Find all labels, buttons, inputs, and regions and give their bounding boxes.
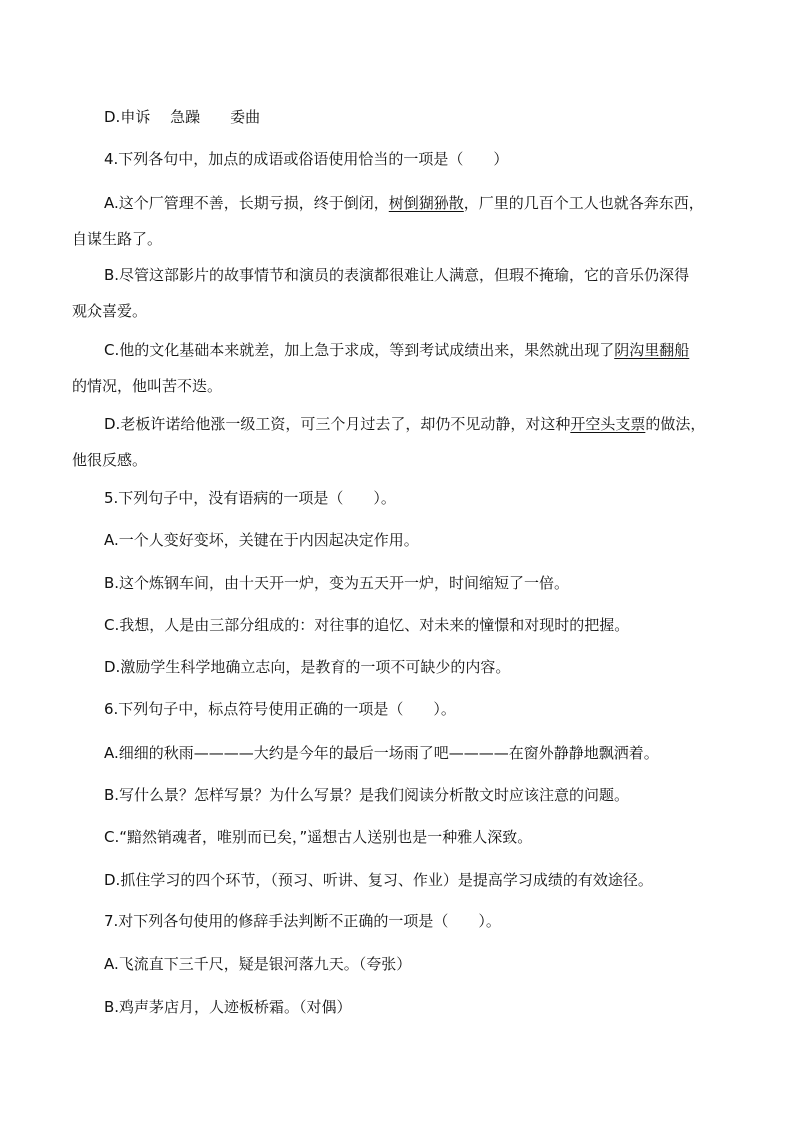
q4-a-continuation: 自谋生路了。 [72,230,163,248]
q4-d-idiom: 开空头支票 [570,415,646,433]
q6-option-c: C.“黯然销魂者，唯别而已矣，”遥想古人送别也是一种雅人深致。 [104,828,533,846]
q4-c-text-before: C.他的文化基础本来就差，加上急于求成，等到考试成绩出来，果然就出现了 [104,341,615,359]
q6-option-b: B.写什么景？怎样写景？为什么写景？是我们阅读分析散文时应该注意的问题。 [104,786,630,804]
q6-option-a: A.细细的秋雨————大约是今年的最后一场雨了吧————在窗外静静地飘洒着。 [104,744,659,762]
q4-c-idiom: 阴沟里翻船 [614,341,690,359]
q7-option-b: B.鸡声茅店月，人迹板桥霜。（对偶） [104,998,352,1016]
q4-d-continuation: 他很反感。 [72,451,148,469]
q4-d-text-after: 的做法， [645,415,706,433]
q5-stem: 5.下列句子中，没有语病的一项是（ ）。 [104,489,396,507]
q4-option-b: B.尽管这部影片的故事情节和演员的表演都很难让人满意，但瑕不掩瑜，它的音乐仍深得 [104,266,690,284]
q5-option-c: C.我想，人是由三部分组成的：对往事的追忆、对未来的憧憬和对现时的把握。 [104,616,630,634]
q4-d-text-before: D.老板许诺给他涨一级工资，可三个月过去了，却仍不见动静，对这种 [104,415,571,433]
q4-b-continuation: 观众喜爱。 [72,302,148,320]
q5-option-d: D.激励学生科学地确立志向，是教育的一项不可缺少的内容。 [104,658,511,676]
q4-a-text-before: A.这个厂管理不善，长期亏损，终于倒闭， [104,194,389,212]
q7-stem: 7.对下列各句使用的修辞手法判断不正确的一项是（ ）。 [104,912,501,930]
q6-option-d: D.抓住学习的四个环节，（预习、听讲、复习、作业）是提高学习成绩的有效途径。 [104,871,653,889]
q4-option-a [104,193,704,213]
q4-c-continuation: 的情况，他叫苦不迭。 [72,377,223,395]
q6-stem: 6.下列句子中，标点符号使用正确的一项是（ ）。 [104,700,456,718]
q4-a-text-after: ，厂里的几百个工人也就各奔东西， [463,194,704,212]
q5-option-b: B.这个炼钢车间，由十天开一炉，变为五天开一炉，时间缩短了一倍。 [104,574,570,592]
q4-option-c [104,340,689,360]
q3-option-d: D.申诉 急躁 委曲 [104,108,261,126]
q7-option-a: A.飞流直下三千尺，疑是银河落九天。（夸张） [104,955,412,973]
q5-option-a: A.一个人变好变坏，关键在于内因起决定作用。 [104,531,419,549]
q4-a-idiom: 树倒猢狲散 [388,194,464,212]
q4-option-d [104,414,705,434]
q4-stem: 4.下列各句中，加点的成语或俗语使用恰当的一项是（ ） [104,150,509,168]
